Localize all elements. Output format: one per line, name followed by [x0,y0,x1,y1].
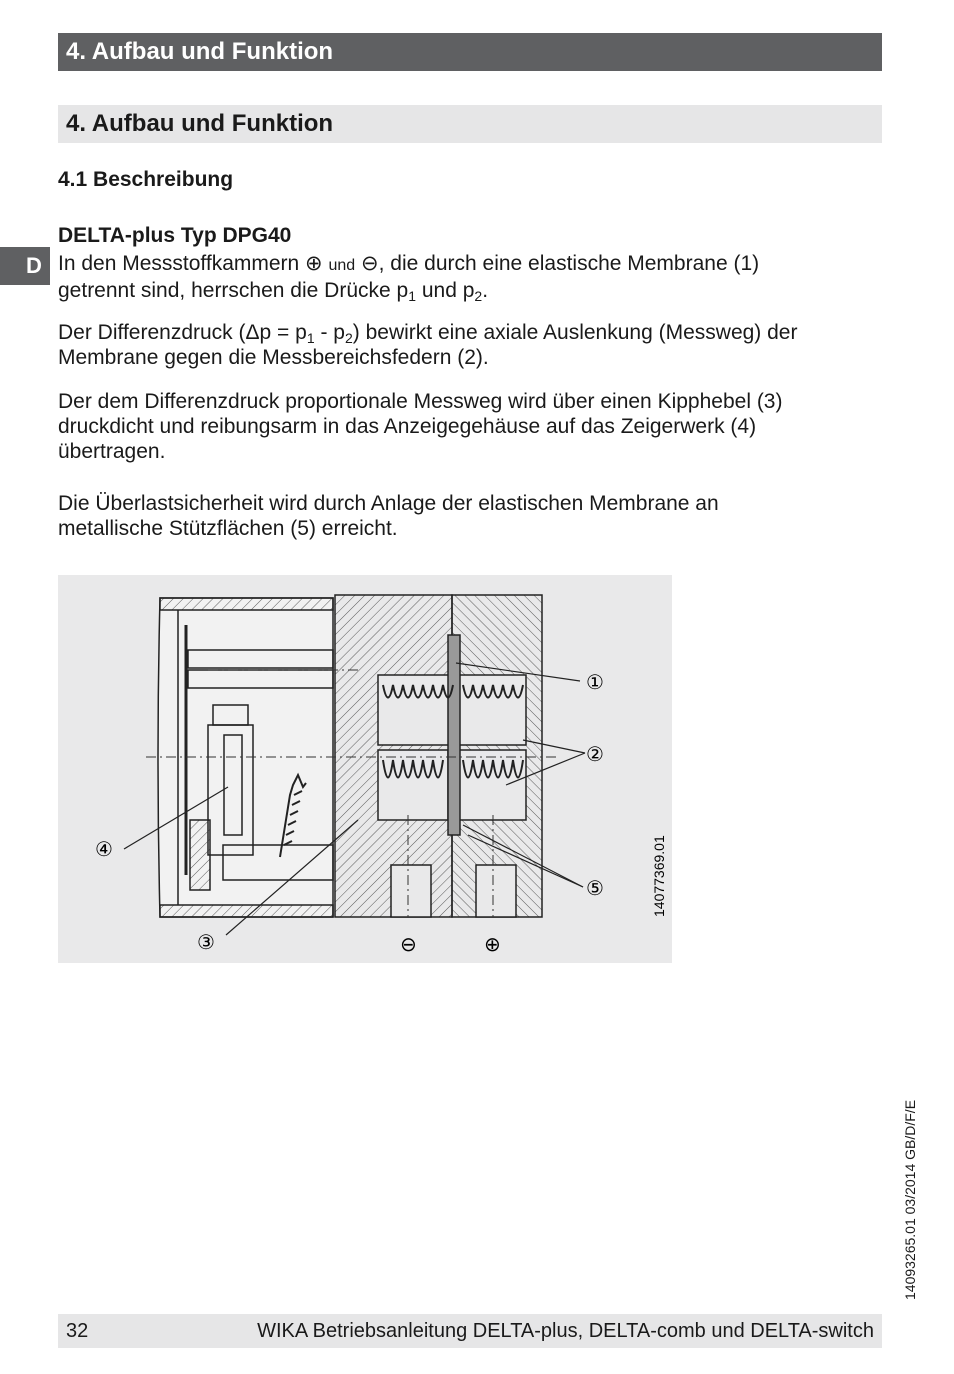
minus-chamber-label: ⊖ [400,932,417,956]
cross-section-drawing [58,575,672,963]
callout-3: ③ [197,930,215,954]
page-number: 32 [66,1320,89,1342]
text-segment: Membrane gegen die Messbereichsfedern (2). [58,346,489,369]
subscript: 2 [474,288,483,304]
callout-2: ② [586,742,604,766]
page-footer [58,1314,882,1348]
language-tab: D [0,247,50,285]
document-code: 14093265.01 03/2014 GB/D/F/E [902,1099,918,1300]
cross-section-figure [58,575,672,963]
section-heading-title: 4. Aufbau und Funktion [66,110,334,137]
running-header [58,33,882,71]
footer-document-title: WIKA Betriebsanleitung DELTA-plus, DELTA-comb und DELTA-switch [257,1320,874,1342]
paragraph-measuring-travel [58,389,882,464]
text-segment: und [328,257,356,274]
plus-chamber-label: ⊕ [484,932,501,956]
subsection-heading: 4.1 Beschreibung [58,168,234,191]
text-segment: Der Differenzdruck (Δp = p [58,321,307,344]
subscript: 2 [344,330,353,346]
section-heading [58,105,882,143]
text-segment: - p [314,321,345,344]
text-line: Die Überlastsicherheit wird durch Anlage der elastischen Membrane an [58,492,719,515]
paragraph-overload [58,491,882,541]
text-segment: ⊖, die durch eine elastische Membrane (1) [355,252,760,275]
paragraph-chambers [58,251,882,303]
text-segment: und p [416,279,475,302]
drawing-number: 14077369.01 [651,835,667,917]
subscript: 1 [306,330,315,346]
pressure-body [335,595,542,917]
text-segment: ) bewirkt eine axiale Auslenkung (Messweg) der [352,321,798,344]
text-line: druckdicht und reibungsarm in das Anzeigegehäuse auf das Zeigerwerk (4) [58,415,757,438]
text-segment: In den Messstoffkammern ⊕ [58,252,329,275]
text-line: übertragen. [58,440,166,463]
callout-4: ④ [95,837,113,861]
text-line: Der dem Differenzdruck proportionale Messweg wird über einen Kipphebel (3) [58,390,783,413]
callout-1: ① [586,670,604,694]
text-line: metallische Stützflächen (5) erreicht. [58,517,398,540]
paragraph-differential-pressure [58,320,882,370]
text-segment: . [482,279,489,302]
product-title: DELTA-plus Typ DPG40 [58,224,292,247]
subscript: 1 [408,288,416,304]
running-header-title: 4. Aufbau und Funktion [66,38,334,65]
callout-5: ⑤ [586,876,604,900]
text-segment: getrennt sind, herrschen die Drücke p [58,279,409,302]
